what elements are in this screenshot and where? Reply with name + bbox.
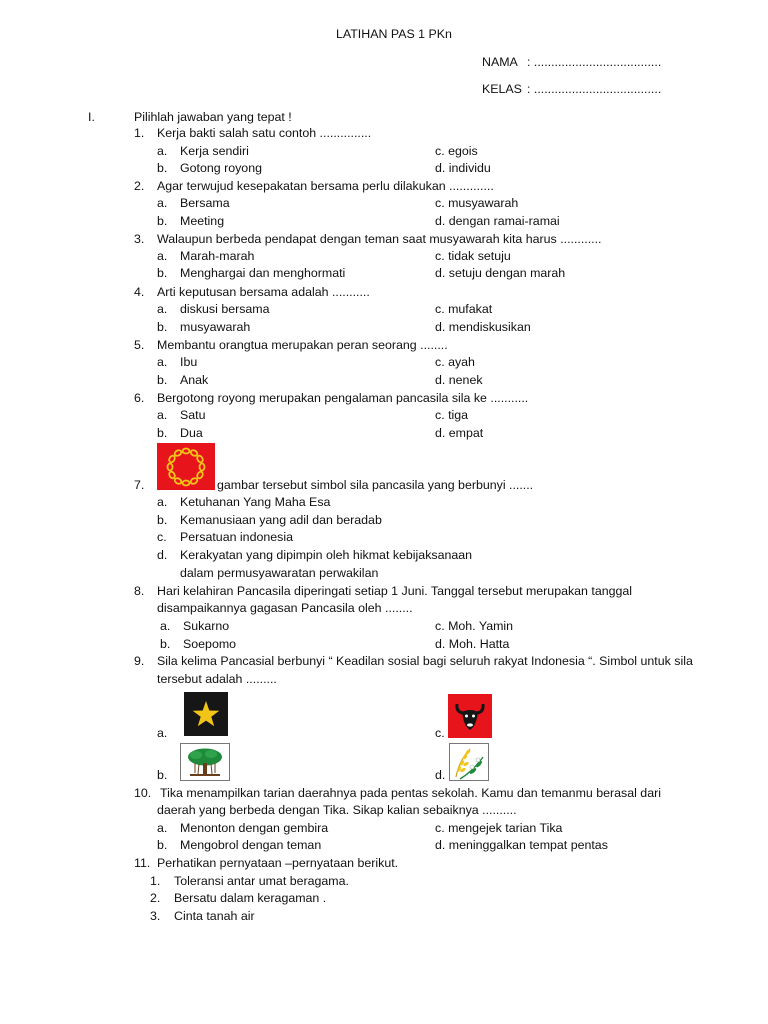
q9-number: 9. — [134, 654, 145, 668]
section-instruction: Pilihlah jawaban yang tepat ! — [134, 110, 292, 124]
q1-option-c: c. egois — [435, 144, 478, 158]
q6-option-a: Satu — [180, 408, 206, 422]
q5-option-a-letter: a. — [157, 355, 168, 369]
q2-option-a-letter: a. — [157, 196, 168, 210]
q7-option-d-letter: d. — [157, 548, 168, 562]
q6-number: 6. — [134, 391, 145, 405]
q3-option-a-letter: a. — [157, 249, 168, 263]
q7-option-b: Kemanusiaan yang adil dan beradab — [180, 513, 382, 527]
q11-item-2-number: 2. — [150, 891, 161, 905]
q5-option-a: Ibu — [180, 355, 198, 369]
q1-option-b: Gotong royong — [180, 161, 262, 175]
q7-option-c-letter: c. — [157, 530, 167, 544]
rice-cotton-symbol-icon — [449, 743, 489, 781]
q1-option-b-letter: b. — [157, 161, 168, 175]
q6-option-b-letter: b. — [157, 426, 168, 440]
q6-option-a-letter: a. — [157, 408, 168, 422]
q2-text: Agar terwujud kesepakatan bersama perlu dilakukan ............. — [157, 179, 494, 193]
q3-option-d: d. setuju dengan marah — [435, 266, 566, 280]
q11-item-1: Toleransi antar umat beragama. — [174, 874, 349, 888]
kelas-field: : ..................................... — [527, 82, 662, 96]
chain-symbol-icon — [157, 443, 215, 490]
q10-option-b: Mengobrol dengan teman — [180, 838, 322, 852]
q3-option-a: Marah-marah — [180, 249, 255, 263]
q9-option-d-letter: d. — [435, 768, 446, 782]
q8-option-a-letter: a. — [160, 619, 171, 633]
q1-text: Kerja bakti salah satu contoh ............... — [157, 126, 372, 140]
q7-option-d-cont: dalam permusyawaratan perwakilan — [180, 566, 379, 580]
q10-text: Tika menampilkan tarian daerahnya pada pentas sekolah. Kamu dan temanmu berasal dari — [160, 786, 661, 800]
q7-number: 7. — [134, 478, 145, 492]
q8-option-b: Soepomo — [183, 637, 237, 651]
kelas-label: KELAS — [482, 82, 522, 96]
q4-option-a: diskusi bersama — [180, 302, 270, 316]
q11-number: 11. — [134, 856, 151, 870]
page-title: LATIHAN PAS 1 PKn — [336, 27, 452, 41]
q7-option-b-letter: b. — [157, 513, 168, 527]
q11-item-1-number: 1. — [150, 874, 161, 888]
q11-item-3: Cinta tanah air — [174, 909, 255, 923]
q8-option-c: c. Moh. Yamin — [435, 619, 514, 633]
nama-label: NAMA — [482, 55, 518, 69]
q3-option-c: c. tidak setuju — [435, 249, 511, 263]
q11-text: Perhatikan pernyataan –pernyataan berikut. — [157, 856, 399, 870]
q7-option-a: Ketuhanan Yang Maha Esa — [180, 495, 331, 509]
q1-option-a: Kerja sendiri — [180, 144, 249, 158]
q10-number: 10. — [134, 786, 152, 800]
q2-number: 2. — [134, 179, 145, 193]
q5-number: 5. — [134, 338, 145, 352]
q9-option-c-letter: c. — [435, 726, 445, 740]
section-roman: I. — [88, 110, 95, 124]
q1-number: 1. — [134, 126, 145, 140]
q8-number: 8. — [134, 584, 145, 598]
q9-text-cont: tersebut adalah ......... — [157, 672, 277, 686]
q9-option-b-letter: b. — [157, 768, 168, 782]
q4-text: Arti keputusan bersama adalah ........... — [157, 285, 370, 299]
q3-number: 3. — [134, 232, 145, 246]
q5-option-d: d. nenek — [435, 373, 483, 387]
q8-option-a: Sukarno — [183, 619, 230, 633]
q3-option-b-letter: b. — [157, 266, 168, 280]
q2-option-b: Meeting — [180, 214, 225, 228]
q8-option-d: d. Moh. Hatta — [435, 637, 510, 651]
q2-option-b-letter: b. — [157, 214, 168, 228]
banyan-tree-symbol-icon — [180, 743, 230, 781]
q2-option-c: c. musyawarah — [435, 196, 519, 210]
q5-option-b: Anak — [180, 373, 209, 387]
q6-option-c: c. tiga — [435, 408, 469, 422]
q10-option-a-letter: a. — [157, 821, 168, 835]
q5-text: Membantu orangtua merupakan peran seorang ........ — [157, 338, 448, 352]
q9-text: Sila kelima Pancasial berbunyi “ Keadilan sosial bagi seluruh rakyat Indonesia “. Simbol untuk sila — [157, 654, 693, 668]
q10-option-a: Menonton dengan gembira — [180, 821, 329, 835]
q10-option-d: d. meninggalkan tempat pentas — [435, 838, 608, 852]
q7-option-c: Persatuan indonesia — [180, 530, 293, 544]
bull-head-symbol-icon — [448, 694, 492, 738]
q4-option-d: d. mendiskusikan — [435, 320, 531, 334]
q6-text: Bergotong royong merupakan pengalaman pancasila sila ke ........... — [157, 391, 529, 405]
q4-option-b: musyawarah — [180, 320, 251, 334]
nama-field: : ..................................... — [527, 55, 662, 69]
q8-text-cont: disampaikannya gagasan Pancasila oleh ........ — [157, 601, 413, 615]
q10-option-c: c. mengejek tarian Tika — [435, 821, 563, 835]
q5-option-b-letter: b. — [157, 373, 168, 387]
q7-option-a-letter: a. — [157, 495, 168, 509]
q2-option-a: Bersama — [180, 196, 230, 210]
q8-option-b-letter: b. — [160, 637, 171, 651]
q4-number: 4. — [134, 285, 145, 299]
q10-text-cont: daerah yang berbeda dengan Tika. Sikap kalian sebaiknya .......... — [157, 803, 517, 817]
q7-option-d: Kerakyatan yang dipimpin oleh hikmat kebijaksanaan — [180, 548, 473, 562]
q3-option-b: Menghargai dan menghormati — [180, 266, 346, 280]
q6-option-d: d. empat — [435, 426, 484, 440]
q4-option-b-letter: b. — [157, 320, 168, 334]
q5-option-c: c. ayah — [435, 355, 475, 369]
q2-option-d: d. dengan ramai-ramai — [435, 214, 560, 228]
q9-option-a-letter: a. — [157, 726, 168, 740]
q11-item-2: Bersatu dalam keragaman . — [174, 891, 327, 905]
q4-option-a-letter: a. — [157, 302, 168, 316]
q7-text: gambar tersebut simbol sila pancasila yang berbunyi ....... — [217, 478, 534, 492]
q6-option-b: Dua — [180, 426, 203, 440]
q4-option-c: c. mufakat — [435, 302, 493, 316]
q1-option-a-letter: a. — [157, 144, 168, 158]
q3-text: Walaupun berbeda pendapat dengan teman saat musyawarah kita harus ............ — [157, 232, 602, 246]
q8-text: Hari kelahiran Pancasila diperingati setiap 1 Juni. Tanggal tersebut merupakan tanggal — [157, 584, 633, 598]
q1-option-d: d. individu — [435, 161, 491, 175]
q10-option-b-letter: b. — [157, 838, 168, 852]
star-symbol-icon — [184, 692, 228, 736]
q11-item-3-number: 3. — [150, 909, 161, 923]
